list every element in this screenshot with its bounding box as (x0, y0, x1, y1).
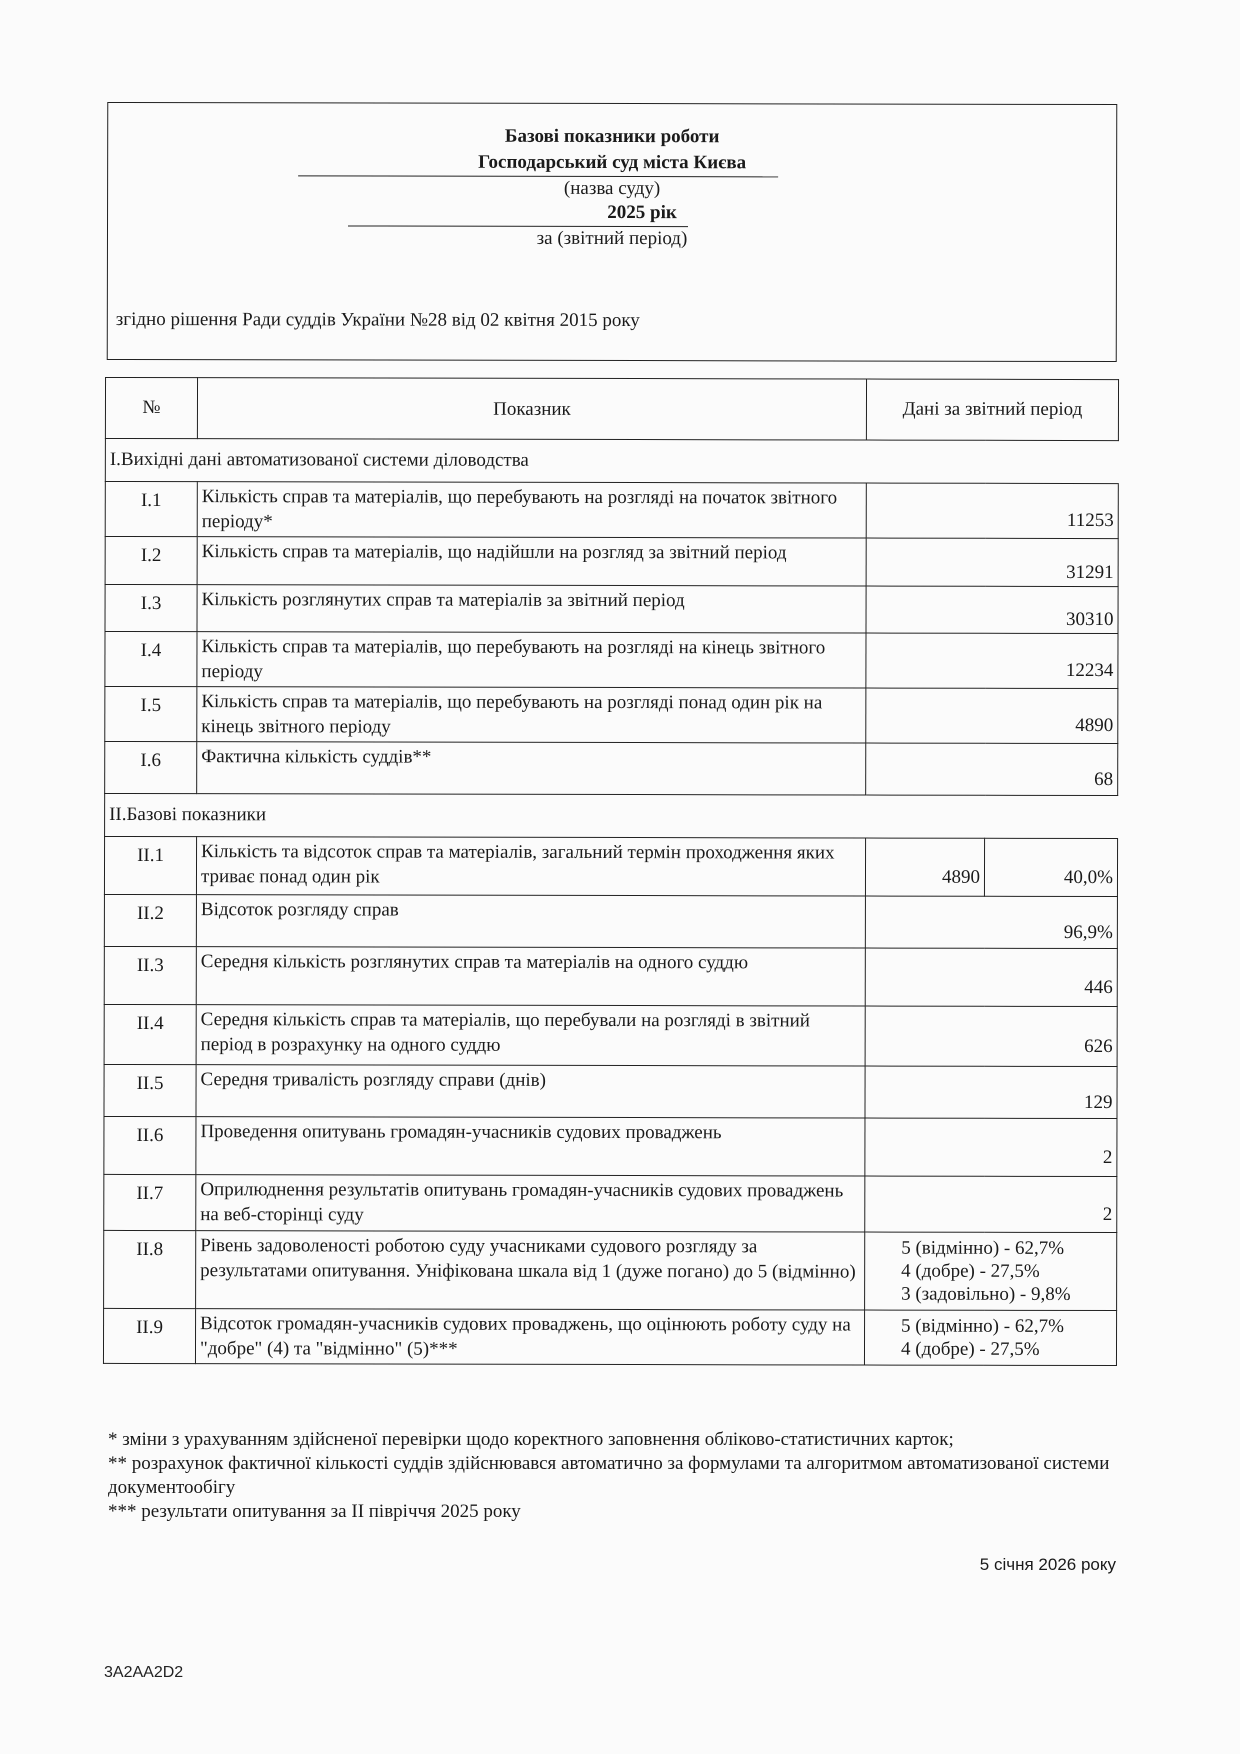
row-number: I.4 (105, 631, 197, 686)
row-indicator: Кількість розглянутих справ та матеріалів за звітний період (197, 585, 866, 633)
col-header-number: № (105, 377, 197, 438)
table-row (105, 741, 1118, 795)
row-indicator: Середня кількість розглянутих справ та матеріалів на одного суддю (196, 947, 865, 1006)
row-indicator: Кількість справ та матеріалів, що перебувають на розгляді на початок звітного періоду* (197, 482, 866, 538)
row-number: I.2 (105, 536, 197, 584)
row-number: II.2 (104, 894, 196, 946)
table-row (104, 836, 1117, 896)
table-row (104, 894, 1117, 948)
footnote-3: *** результати опитування за II півріччя 2025 року (108, 1501, 521, 1522)
row-value: 30310 (866, 586, 1118, 634)
row-number: I.1 (105, 481, 197, 536)
row-value: 68 (866, 743, 1118, 796)
table-row (104, 1064, 1117, 1118)
row-indicator: Фактична кількість суддів** (197, 742, 866, 795)
table-row (105, 584, 1118, 633)
row-indicator: Кількість та відсоток справ та матеріалів, загальний термін проходження яких триває понад один рік (196, 837, 865, 896)
row-number: I.3 (105, 584, 197, 631)
row-indicator: Середня тривалість розгляду справи (днів) (196, 1065, 865, 1118)
row-value: 446 (865, 948, 1117, 1007)
section-row (105, 793, 1118, 838)
row-indicator: Кількість справ та матеріалів, що надійшли на розгляд за звітний період (197, 537, 866, 586)
row-indicator: Рівень задоволеності роботою суду учасниками судового розгляду за результатами опитування. Уніфікована шкала від 1 (дуже погано) до 5 (відмінно) (196, 1231, 865, 1310)
row-indicator: Оприлюднення результатів опитувань громадян-учасників судових проваджень на веб-сторінці суду (196, 1175, 865, 1232)
table-row (105, 481, 1118, 538)
row-value: 12234 (866, 633, 1118, 689)
row-number: II.6 (104, 1116, 196, 1174)
col-header-value: Дані за звітний період (866, 379, 1118, 441)
row-survey-results (864, 1310, 1116, 1366)
row-value: 11253 (866, 483, 1118, 539)
section-row (105, 438, 1118, 483)
survey-result-line: 3 (задовільно) - 9,8% (901, 1283, 1071, 1305)
survey-result-line: 5 (відмінно) - 62,7% (901, 1237, 1065, 1259)
row-number: I.6 (105, 741, 197, 793)
row-value: 2 (865, 1118, 1117, 1177)
table-row (104, 946, 1117, 1006)
row-indicator: Відсоток громадян-учасників судових проваджень, що оцінюють роботу суду на "добре" (4) та "відмінно" (5)*** (195, 1309, 864, 1365)
row-value: 31291 (866, 538, 1118, 587)
row-number: I.5 (105, 686, 197, 741)
footnote-1: * зміни з урахуванням здійсненої перевірки щодо коректного заповнення обліково-статистичних карток; (108, 1429, 954, 1450)
row-value: 96,9% (865, 896, 1117, 949)
document-date: 5 січня 2026 року (979, 1555, 1116, 1574)
row-value-percent: 40,0% (984, 838, 1117, 896)
table-row (105, 631, 1118, 688)
row-value: 626 (865, 1006, 1117, 1067)
footnote-2: ** розрахунок фактичної кількості суддів здійснювався автоматично за формулами та алгоритмом автоматизованої системи документообігу (108, 1453, 1110, 1498)
row-number: II.1 (104, 836, 196, 894)
row-number: II.3 (104, 946, 196, 1004)
row-indicator: Кількість справ та матеріалів, що перебувають на розгляді на кінець звітного періоду (197, 632, 866, 688)
report-title: Базові показники роботи (504, 125, 720, 148)
section-title: II.Базові показники (105, 793, 1118, 838)
indicators-table (103, 377, 1119, 1366)
section-title: I.Вихідні дані автоматизованої системи діловодства (105, 438, 1118, 483)
table-header-row (105, 377, 1118, 440)
table-row (105, 536, 1118, 586)
row-value: 129 (865, 1066, 1117, 1119)
footnotes (108, 1428, 1118, 1524)
table-row (104, 1230, 1117, 1310)
row-number: II.5 (104, 1064, 196, 1116)
table-row (104, 1174, 1117, 1232)
table-row (105, 686, 1118, 743)
row-number: II.9 (103, 1308, 195, 1363)
survey-result-line: 4 (добре) - 27,5% (901, 1260, 1040, 1282)
period-caption: за (звітний період) (536, 227, 688, 250)
document-code: 3A2AA2D2 (104, 1664, 184, 1681)
row-value: 4890 (866, 688, 1118, 744)
table-row (103, 1308, 1116, 1365)
reporting-period: 2025 рік (607, 201, 677, 224)
legal-basis: згідно рішення Ради суддів України №28 від 02 квітня 2015 року (115, 308, 640, 332)
row-indicator: Кількість справ та матеріалів, що перебувають на розгляді понад один рік на кінець звітного періоду (197, 687, 866, 743)
row-indicator: Відсоток розгляду справ (196, 895, 865, 948)
row-value: 2 (865, 1176, 1117, 1233)
court-name-caption: (назва суду) (563, 177, 661, 200)
survey-result-line: 5 (відмінно) - 62,7% (901, 1315, 1064, 1337)
table-row (104, 1004, 1117, 1066)
row-indicator: Проведення опитувань громадян-учасників судових проваджень (196, 1117, 865, 1176)
court-name: Господарський суд міста Києва (478, 151, 747, 174)
row-number: II.4 (104, 1004, 196, 1064)
row-survey-results (865, 1232, 1117, 1311)
report-header-box (107, 102, 1118, 362)
col-header-indicator: Показник (197, 378, 866, 440)
survey-result-line: 4 (добре) - 27,5% (900, 1338, 1040, 1360)
table-row (104, 1116, 1117, 1176)
row-value-count: 4890 (865, 838, 984, 896)
row-number: II.8 (104, 1230, 196, 1308)
row-number: II.7 (104, 1174, 196, 1230)
row-indicator: Середня кількість справ та матеріалів, що перебували на розгляді в звітний період в розрахунку на одного суддю (196, 1005, 865, 1066)
